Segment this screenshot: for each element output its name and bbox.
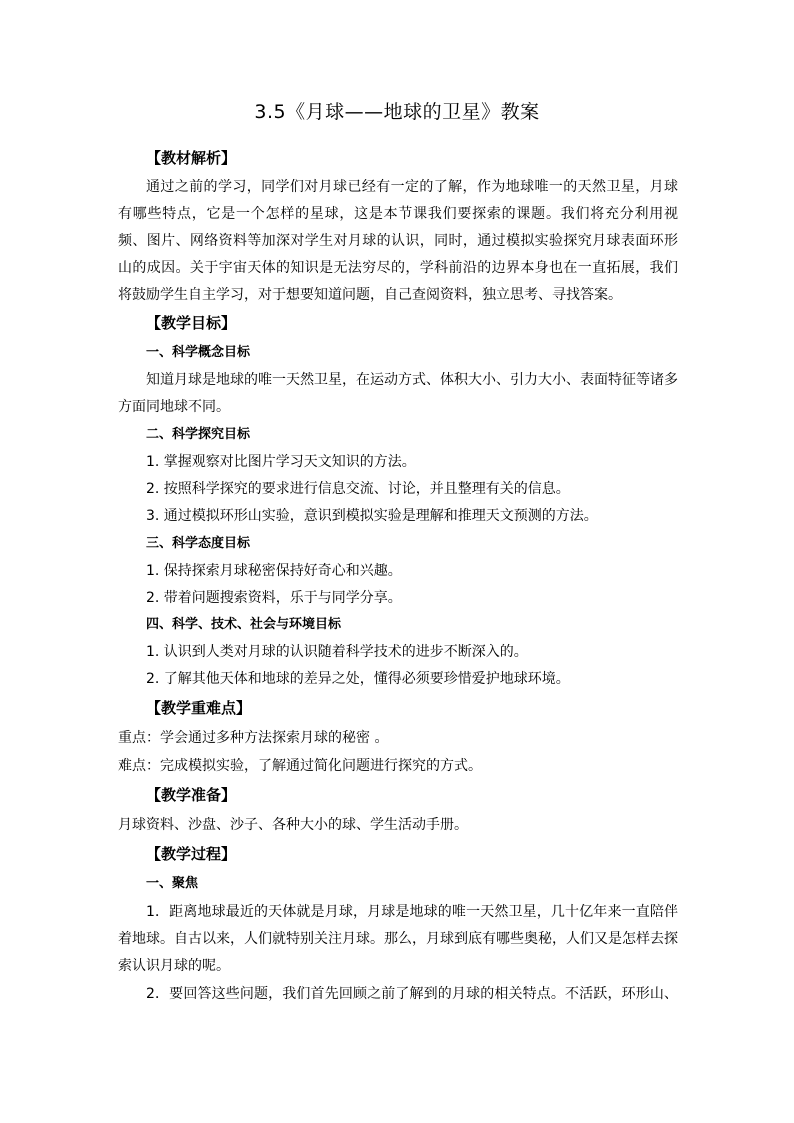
list-item: 1. 保持探索月球秘密保持好奇心和兴趣。	[146, 563, 402, 579]
list-item: 1. 认识到人类对月球的认识随着科学技术的进步不断深入的。	[146, 644, 528, 660]
subheading-inquiry: 二、科学探究目标	[146, 427, 251, 442]
subheading-attitude: 三、科学态度目标	[146, 536, 251, 551]
paragraph-line: 通过之前的学习，同学们对月球已经有一定的了解，作为地球唯一的天然卫星，月球	[146, 179, 678, 195]
list-item: 2. 带着问题搜索资料，乐于与同学分享。	[146, 590, 402, 606]
subheading-concept: 一、科学概念目标	[146, 345, 251, 360]
subheading-stse: 四、科学、技术、社会与环境目标	[146, 617, 342, 632]
paragraph-line: 有哪些特点，它是一个怎样的星球，这是本节课我们要探索的课题。我们将充分利用视	[118, 206, 678, 222]
paragraph-line: 方面同地球不同。	[118, 399, 230, 415]
paragraph-line: 知道月球是地球的唯一天然卫星，在运动方式、体积大小、引力大小、表面特征等诸多	[146, 372, 678, 388]
difficult-point: 难点：完成模拟实验，了解通过简化问题进行探究的方式。	[118, 758, 482, 774]
list-item: 2. 按照科学探究的要求进行信息交流、讨论，并且整理有关的信息。	[146, 481, 570, 497]
paragraph-line: 将鼓励学生自主学习，对于想要知道问题，自己查阅资料，独立思考、寻找答案。	[118, 287, 622, 303]
paragraph-line: 着地球。自古以来，人们就特别关注月球。那么，月球到底有哪些奥秘，人们又是怎样去探	[118, 931, 678, 947]
paragraph-line: 索认识月球的呢。	[118, 958, 230, 974]
subheading-focus: 一、聚焦	[146, 876, 199, 891]
document-title: 3.5《月球——地球的卫星》教案	[254, 101, 540, 123]
list-item: 1. 掌握观察对比图片学习天文知识的方法。	[146, 454, 416, 470]
preparation-text: 月球资料、沙盘、沙子、各种大小的球、学生活动手册。	[118, 817, 468, 833]
section-heading-mubiao: 【教学目标】	[146, 314, 237, 332]
section-heading-zhongnandian: 【教学重难点】	[146, 699, 252, 717]
paragraph-line: 山的成因。关于宇宙天体的知识是无法穷尽的，学科前沿的边界本身也在一直拓展，我们	[118, 260, 678, 276]
paragraph-line: 2．要回答这些问题，我们首先回顾之前了解到的月球的相关特点。不活跃，环形山、	[146, 986, 678, 1002]
section-heading-zhunbei: 【教学准备】	[146, 786, 237, 804]
list-item: 3. 通过模拟环形山实验，意识到模拟实验是理解和推理天文预测的方法。	[146, 508, 598, 524]
section-heading-guocheng: 【教学过程】	[146, 845, 237, 863]
section-heading-jiaocai: 【教材解析】	[146, 149, 237, 167]
list-item: 2. 了解其他天体和地球的差异之处，懂得必须要珍惜爱护地球环境。	[146, 671, 570, 687]
key-point: 重点：学会通过多种方法探索月球的秘密 。	[118, 730, 389, 746]
paragraph-line: 1．距离地球最近的天体就是月球，月球是地球的唯一天然卫星，几十亿年来一直陪伴	[146, 904, 678, 920]
paragraph-line: 频、图片、网络资料等加深对学生对月球的认识，同时，通过模拟实验探究月球表面环形	[118, 233, 678, 249]
